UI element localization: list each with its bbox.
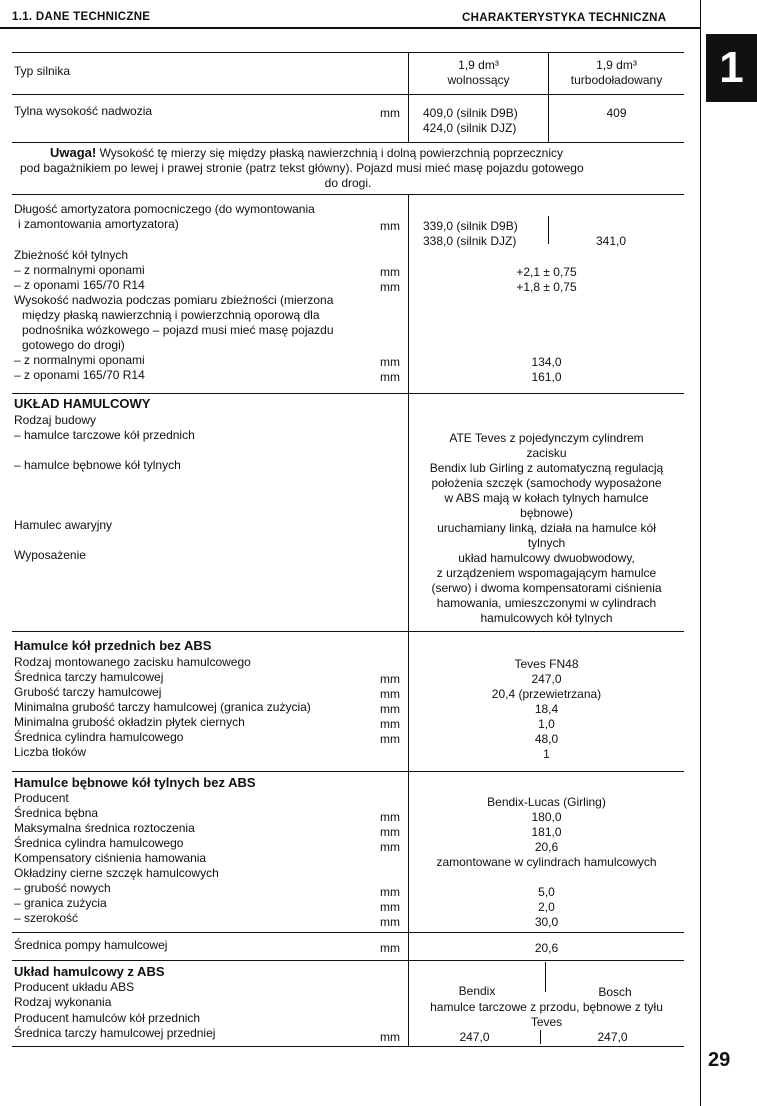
abs-producer-label: Producent układu ABS [14,980,135,994]
note-line1: Uwaga! Wysokość tę mierzy się między płaską nawierzchnią i dolną powierzchnią poprzecznicy [50,145,563,160]
front-brakes-row-value: 48,0 [534,732,559,746]
rear-brakes-row-label: Średnica bębna [14,806,99,820]
col1-line2: wolnossący [447,73,510,87]
unit-label: mm [380,810,400,824]
brakes-front-value-2: zacisku [526,446,567,460]
header-rule [0,27,700,29]
shock-djz: 338,0 (silnik DJZ) [423,234,517,248]
col1-line1: 1,9 dm³ [458,58,499,72]
abs-producer-bosch: Bosch [598,985,632,999]
note-line2: pod bagażnikiem po lewej i prawej stronie (patrz tekst główny). Pojazd musi mieć masę pojazdu gotowego [20,161,584,175]
row-rule [12,771,684,772]
brakes-equipment-value-1: układ hamulcowy dwuobwodowy, [458,551,635,565]
front-brakes-row-label: Liczba tłoków [14,745,87,759]
unit-label: mm [380,265,400,279]
brakes-rear-value-2: położenia szczęk (samochody wyposażone [431,476,662,490]
abs-producer-bendix: Bendix [458,984,496,998]
unit-label: mm [380,840,400,854]
brakes-rear-value-1: Bendix lub Girling z automatyczną regulacją [429,461,664,475]
rear-height-turbo: 409 [606,106,627,120]
rear-brakes-row-value: Bendix-Lucas (Girling) [487,795,606,809]
front-brakes-row-value: 1 [543,747,550,761]
abs-disc-label: Średnica tarczy hamulcowej przedniej [14,1026,216,1040]
brakes-equipment-label: Wyposażenie [14,548,86,562]
rear-brakes-row-label: Kompensatory ciśnienia hamowania [14,851,207,865]
rear-brakes-row-label: – szerokość [14,911,79,925]
height-label-line1: Wysokość nadwozia podczas pomiaru zbieżności (mierzona [14,293,334,307]
pump-value: 20,6 [534,941,559,955]
engine-type-label: Typ silnika [14,64,71,78]
brakes-type-label: Rodzaj budowy [14,413,97,427]
rear-brakes-row-label: – grubość nowych [14,881,111,895]
table-top-rule [12,52,684,53]
unit-label: mm [380,1030,400,1044]
unit-label: mm [380,885,400,899]
front-brakes-row-value: Teves FN48 [514,657,579,671]
front-brakes-row-label: Średnica cylindra hamulcowego [14,730,184,744]
row-rule [12,960,684,961]
abs-type-label: Rodzaj wykonania [14,995,112,1009]
unit-label: mm [380,355,400,369]
brakes-equipment-value-3: (serwo) i dwoma kompensatorami ciśnienia [431,581,662,595]
brakes-emergency-value-2: tylnych [527,536,566,550]
brakes-emergency-value-1: uruchamiany linką, działa na hamulce kół [437,521,656,535]
brakes-equipment-value-2: z urządzeniem wspomagającym hamulce [436,566,657,580]
row-rule [12,631,684,632]
height-label-line3: podnośnika wózkowego – pojazd musi mieć masę pojazdu [22,323,334,337]
brakes-rear-value-4: bębnowe) [520,506,573,520]
rear-brakes-title: Hamulce bębnowe kół tylnych bez ABS [14,775,256,790]
brakes-emergency-label: Hamulec awaryjny [14,518,113,532]
brakes-rear-label: – hamulce bębnowe kół tylnych [14,458,181,472]
toe-normal-label: – z normalnymi oponami [14,263,145,277]
brakes-front-value-1: ATE Teves z pojedynczym cylindrem [449,431,644,445]
note-line3: do drogi. [324,176,372,190]
shock-label-line1: Długość amortyzatora pomocniczego (do wymontowania [14,202,315,216]
toe-label: Zbieżność kół tylnych [14,248,129,262]
col2-line1: 1,9 dm³ [596,58,637,72]
unit-label: mm [380,672,400,686]
rear-brakes-row-value: zamontowane w cylindrach hamulcowych [436,855,657,869]
abs-disc-bendix: 247,0 [459,1030,490,1044]
brakes-title: UKŁAD HAMULCOWY [14,396,151,411]
rear-brakes-row-label: – granica zużycia [14,896,107,910]
chapter-tab: 1 [706,34,757,102]
row-rule [12,932,684,933]
col2-line2: turbodoładowany [570,73,663,87]
page-number: 29 [708,1049,731,1071]
unit-label: mm [380,900,400,914]
front-brakes-row-value: 247,0 [531,672,562,686]
rear-brakes-row-value: 2,0 [538,900,555,914]
toe-normal-value: +2,1 ± 0,75 [516,265,577,279]
abs-type-value: hamulce tarczowe z przodu, bębnowe z tyłu [430,1000,663,1014]
brakes-equipment-value-5: hamulcowych kół tylnych [480,611,613,625]
rear-brakes-row-value: 180,0 [531,810,562,824]
row-rule [12,393,684,394]
header-chapter-title: CHARAKTERYSTYKA TECHNICZNA [462,12,667,24]
shock-turbo: 341,0 [596,234,627,248]
brakes-rear-value-3: w ABS mają w kołach tylnych hamulce [444,491,649,505]
height-r14-value: 161,0 [531,370,562,384]
rear-brakes-row-label: Maksymalna średnica roztoczenia [14,821,195,835]
rear-brakes-row-label: Okładziny cierne szczęk hamulcowych [14,866,219,880]
unit-label: mm [380,915,400,929]
brakes-front-label: – hamulce tarczowe kół przednich [14,428,195,442]
column-divider [548,216,549,244]
front-brakes-row-value: 18,4 [534,702,559,716]
front-brakes-row-label: Średnica tarczy hamulcowej [14,670,164,684]
unit-label: mm [380,370,400,384]
pump-label: Średnica pompy hamulcowej [14,938,168,952]
row-rule [12,94,684,95]
row-rule [12,194,684,195]
front-brakes-row-value: 1,0 [538,717,555,731]
front-brakes-title: Hamulce kół przednich bez ABS [14,638,212,653]
header-section-label: 1.1. DANE TECHNICZNE [12,11,151,23]
rear-height-label: Tylna wysokość nadwozia [14,104,153,118]
front-brakes-row-label: Minimalna grubość tarczy hamulcowej (granica zużycia) [14,700,311,714]
rear-brakes-row-value: 20,6 [534,840,559,854]
rear-brakes-row-label: Średnica cylindra hamulcowego [14,836,184,850]
shock-d9b: 339,0 (silnik D9B) [423,219,518,233]
toe-r14-label: – z oponami 165/70 R14 [14,278,145,292]
abs-title: Układ hamulcowy z ABS [14,964,165,979]
rear-height-d9b: 409,0 (silnik D9B) [423,106,518,120]
rear-brakes-row-value: 181,0 [531,825,562,839]
height-label-line4: gotowego do drogi) [22,338,125,352]
table-bottom-rule [12,1046,684,1047]
toe-r14-value: +1,8 ± 0,75 [516,280,577,294]
height-label-line2: między płaską nawierzchnią i powierzchnią oporową dla [22,308,320,322]
rear-brakes-row-label: Producent [14,791,69,805]
row-rule [12,142,684,143]
page-edge-line [700,0,701,1106]
unit-label: mm [380,825,400,839]
front-brakes-row-label: Grubość tarczy hamulcowej [14,685,162,699]
abs-front-label: Producent hamulców kół przednich [14,1011,201,1025]
front-brakes-row-label: Rodzaj montowanego zacisku hamulcowego [14,655,251,669]
abs-front-value: Teves [530,1015,563,1029]
shock-label-line2: i zamontowania amortyzatora) [18,217,179,231]
height-r14-label: – z oponami 165/70 R14 [14,368,145,382]
unit-label: mm [380,106,400,120]
unit-label: mm [380,941,400,955]
rear-brakes-row-value: 5,0 [538,885,555,899]
unit-label: mm [380,219,400,233]
unit-label: mm [380,717,400,731]
rear-brakes-row-value: 30,0 [534,915,559,929]
unit-label: mm [380,732,400,746]
rear-height-djz: 424,0 (silnik DJZ) [423,121,517,135]
front-brakes-row-label: Minimalna grubość okładzin płytek ciernych [14,715,245,729]
abs-disc-bosch: 247,0 [597,1030,628,1044]
front-brakes-row-value: 20,4 (przewietrzana) [491,687,602,701]
height-normal-value: 134,0 [531,355,562,369]
height-normal-label: – z normalnymi oponami [14,353,145,367]
unit-label: mm [380,687,400,701]
brakes-equipment-value-4: hamowania, umieszczonymi w cylindrach [436,596,657,610]
unit-label: mm [380,702,400,716]
unit-label: mm [380,280,400,294]
